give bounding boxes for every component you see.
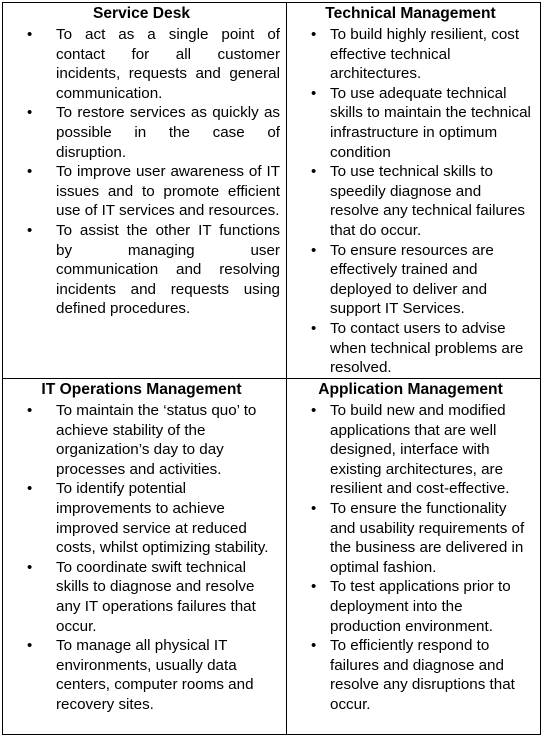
bullet-icon: • [311, 499, 317, 517]
list-item-text: To assist the other IT functions by managing user communication and resolving incidents and requests using defined procedures. [56, 221, 280, 318]
list-item-text: To contact users to advise when technical problems are resolved. [330, 319, 524, 377]
list-item [287, 577, 534, 636]
list-item-text: To build new and modified applications that are well designed, interface with existing architectures, are resilient and cost-effective. [330, 402, 510, 498]
bullet-icon: • [27, 637, 33, 655]
bullet-icon: • [27, 163, 33, 181]
list-item [287, 25, 534, 84]
bullet-icon: • [27, 26, 33, 43]
list-item [3, 401, 280, 479]
list-item-text: To ensure resources are effectively trained and deployed to deliver and support IT Services. [330, 241, 494, 318]
technical-management-cell [287, 3, 541, 379]
list-item-text: To coordinate swift technical skills to diagnose and resolve any IT operations failures that occur. [56, 558, 256, 635]
bullet-icon: • [311, 319, 317, 337]
list-item [3, 25, 280, 103]
list-item [3, 103, 280, 162]
functions-table [2, 2, 541, 735]
service-desk-cell [3, 3, 287, 379]
bullet-icon: • [27, 104, 33, 122]
list-item [3, 636, 280, 714]
list-item [287, 162, 534, 240]
list-item [287, 84, 534, 162]
bullet-icon: • [27, 558, 33, 576]
bullet-icon: • [311, 402, 317, 419]
list-item [287, 319, 534, 378]
technical-management-title: Technical Management [325, 5, 496, 22]
service-desk-title: Service Desk [92, 5, 191, 22]
bullet-icon: • [311, 26, 317, 43]
list-item [287, 499, 534, 577]
service-desk-list [3, 25, 280, 319]
bullet-icon: • [27, 480, 33, 498]
list-item-text: To restore services as quickly as possible in the case of disruption. [56, 104, 280, 161]
application-management-cell [287, 379, 541, 735]
list-item-text: To improve user awareness of IT issues and to promote efficient use of IT services and resources. [56, 163, 280, 220]
list-item [287, 636, 534, 714]
list-item-text: To use technical skills to speedily diagnose and resolve any technical failures that do occur. [330, 163, 526, 239]
list-item [3, 221, 280, 319]
list-item [287, 401, 534, 499]
it-operations-management-cell [3, 379, 287, 735]
bullet-icon: • [27, 221, 33, 239]
table-row-bottom [3, 379, 541, 735]
technical-management-list [287, 25, 534, 378]
list-item-text: To build highly resilient, cost effective technical architectures. [330, 26, 520, 83]
list-item-text: To maintain the ‘status quo’ to achieve stability of the organization’s day to day processes and activities. [56, 402, 257, 478]
list-item [3, 162, 280, 221]
bullet-icon: • [311, 163, 317, 181]
bullet-icon: • [27, 402, 33, 419]
list-item-text: To identify potential improvements to achieve improved service at reduced costs, whilst optimizing stability. [56, 480, 269, 557]
list-item [3, 479, 280, 557]
list-item [287, 241, 534, 319]
list-item [3, 558, 280, 636]
list-item-text: To act as a single point of contact for all customer incidents, requests and general communication. [56, 26, 280, 102]
application-management-title: Application Management [318, 381, 503, 398]
bullet-icon: • [311, 637, 317, 655]
list-item-text: To efficiently respond to failures and diagnose and resolve any disruptions that occur. [330, 637, 515, 713]
application-management-list [287, 401, 534, 715]
bullet-icon: • [311, 578, 317, 596]
list-item-text: To manage all physical IT environments, usually data centers, computer rooms and recovery sites. [56, 637, 254, 713]
bullet-icon: • [311, 241, 317, 259]
it-operations-management-list [3, 401, 280, 715]
bullet-icon: • [311, 84, 317, 102]
list-item-text: To use adequate technical skills to maintain the technical infrastructure in optimum condition [330, 84, 531, 161]
list-item-text: To ensure the functionality and usability requirements of the business are delivered in optimal fashion. [330, 499, 525, 576]
list-item-text: To test applications prior to deployment into the production environment. [330, 578, 511, 635]
table-row-top [3, 3, 541, 379]
it-operations-management-title: IT Operations Management [41, 381, 242, 398]
